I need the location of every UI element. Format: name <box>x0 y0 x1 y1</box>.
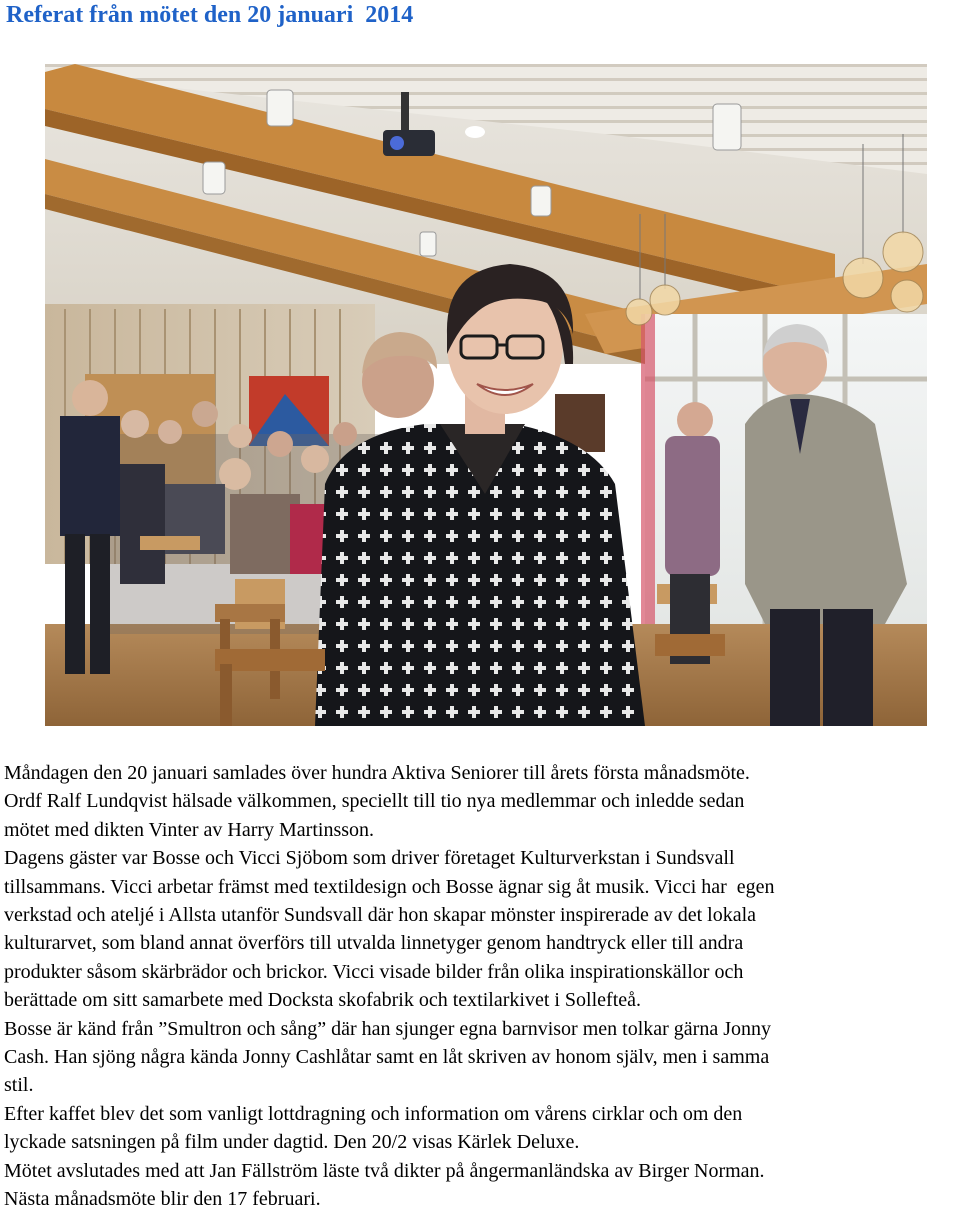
body-line: Dagens gäster var Bosse och Vicci Sjöbom som driver företaget Kulturverkstan i Sundsvall <box>4 847 735 870</box>
body-line: verkstad och ateljé i Allsta utanför Sundsvall där hon skapar mönster inspirerade av det lokala <box>4 904 757 927</box>
body-line: Bosse är känd från ”Smultron och sång” där han sjunger egna barnvisor men tolkar gärna Jonny <box>4 1017 772 1040</box>
page-title: Referat från mötet den 20 januari 2014 <box>6 2 414 28</box>
body-line: tillsammans. Vicci arbetar främst med textildesign och Bosse ägnar sig åt musik. Vicci har egen <box>4 875 775 898</box>
article-body <box>4 759 960 1214</box>
body-line: Mötet avslutades med att Jan Fällström läste två dikter på ångermanländska av Birger Norman. <box>4 1159 765 1182</box>
meeting-photo <box>45 64 927 726</box>
body-line: stil. <box>4 1074 34 1097</box>
body-line: mötet med dikten Vinter av Harry Martinsson. <box>4 818 375 841</box>
body-line: Nästa månadsmöte blir den 17 februari. <box>4 1188 321 1211</box>
body-line: berättade om sitt samarbete med Docksta skofabrik och textilarkivet i Sollefteå. <box>4 989 642 1012</box>
body-line: Efter kaffet blev det som vanligt lottdragning och information om vårens cirklar och om den <box>4 1102 743 1125</box>
body-line: Måndagen den 20 januari samlades över hundra Aktiva Seniorer till årets första månadsmöte. <box>4 762 750 784</box>
body-line: Cash. Han sjöng några kända Jonny Cashlåtar samt en låt skriven av honom själv, men i samma <box>4 1046 770 1069</box>
body-line: lyckade satsningen på film under dagtid. Den 20/2 visas Kärlek Deluxe. <box>4 1131 580 1154</box>
body-line: produkter såsom skärbrädor och brickor. Vicci visade bilder från olika inspirationskällor och <box>4 960 744 983</box>
body-line: kulturarvet, som bland annat överförs till utvalda linnetyger genom handtryck eller till andra <box>4 932 744 955</box>
body-line: Ordf Ralf Lundqvist hälsade välkommen, speciellt till tio nya medlemmar och inledde sedan <box>4 790 745 813</box>
